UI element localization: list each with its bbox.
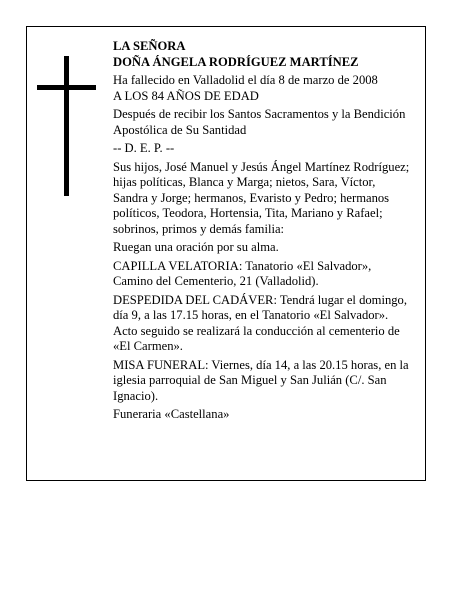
funeral-home: Funeraria «Castellana» bbox=[113, 407, 230, 421]
cross-icon-bar bbox=[37, 85, 96, 90]
title: LA SEÑORA bbox=[113, 39, 186, 53]
prayer: Ruegan una oración por su alma. bbox=[113, 240, 279, 254]
sacraments: Después de recibir los Santos Sacramentos y la Bendición Apostólica de Su Santidad bbox=[113, 107, 406, 137]
obituary-text bbox=[113, 39, 413, 426]
cross-icon bbox=[64, 56, 69, 196]
family: Sus hijos, José Manuel y Jesús Ángel Martínez Rodríguez; hijas políticas, Blanca y Marga; nietos, Sara, Víctor, Sandra y Jorge; hermanos, Evaristo y Pedro; hermanos políticos, Teodora, Hortensia, Tita, Mariano y Rafael; sobrinos, primos y demás familia: bbox=[113, 159, 410, 236]
farewell: DESPEDIDA DEL CADÁVER: Tendrá lugar el domingo, día 9, a las 17.15 horas, en el Tanatorio «El Salvador». Acto seguido se realizará la conducción al cementerio de «El Carmen». bbox=[113, 292, 407, 353]
death-line: Ha fallecido en Valladolid el día 8 de marzo de 2008 bbox=[113, 73, 378, 87]
deceased-name: DOÑA ÁNGELA RODRÍGUEZ MARTÍNEZ bbox=[113, 54, 359, 69]
chapel: CAPILLA VELATORIA: Tanatorio «El Salvador», Camino del Cementerio, 21 (Valladolid). bbox=[113, 258, 372, 288]
age-line: A LOS 84 AÑOS DE EDAD bbox=[113, 88, 259, 103]
dep: -- D. E. P. -- bbox=[113, 141, 175, 155]
funeral-mass: MISA FUNERAL: Viernes, día 14, a las 20.15 horas, en la iglesia parroquial de San Miguel y San Julián (C/. San Ignacio). bbox=[113, 357, 409, 403]
